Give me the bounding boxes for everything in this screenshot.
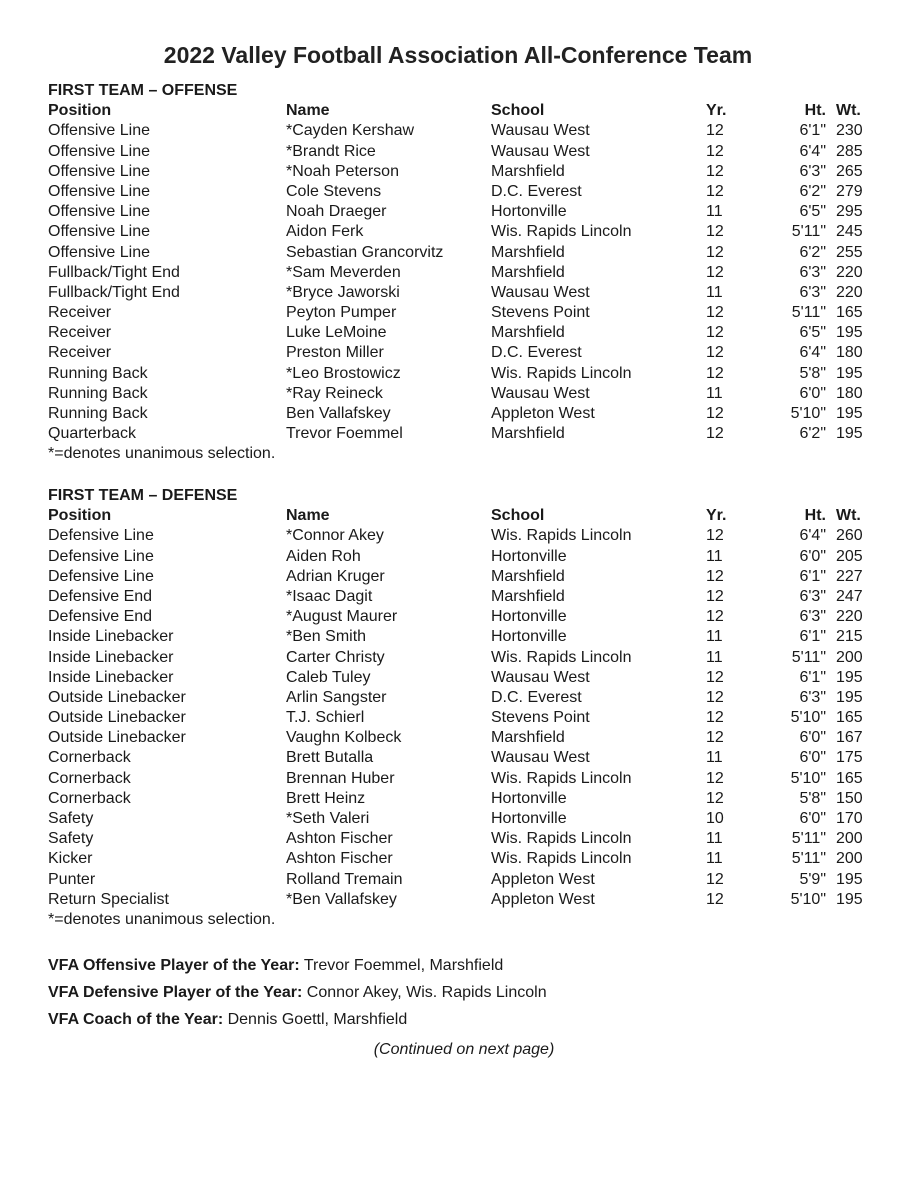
defense-section [48, 486, 878, 930]
table-row [48, 829, 878, 849]
cell-school: Wausau West [491, 668, 590, 686]
cell-name: Arlin Sangster [286, 688, 387, 706]
col-school-header: School [491, 102, 545, 120]
table-row [48, 587, 878, 607]
table-row [48, 668, 878, 688]
cell-name: Vaughn Kolbeck [286, 729, 402, 747]
col-school-header: School [491, 507, 545, 525]
col-position-header: Position [48, 102, 112, 120]
cell-yr: 12 [706, 324, 724, 342]
cell-wt: 285 [836, 142, 863, 160]
cell-position: Punter [48, 870, 96, 888]
offense-heading: FIRST TEAM – OFFENSE [48, 82, 238, 99]
cell-name: Adrian Kruger [286, 567, 385, 585]
table-row [48, 748, 878, 768]
cell-ht: 6'4" [799, 527, 826, 545]
cell-name: Brennan Huber [286, 769, 395, 787]
cell-position: Running Back [48, 405, 148, 422]
cell-wt: 150 [836, 789, 863, 807]
cell-school: Hortonville [491, 789, 567, 807]
cell-yr: 12 [706, 182, 724, 200]
col-position-header: Position [48, 507, 112, 525]
cell-position: Offensive Line [48, 162, 150, 180]
cell-yr: 12 [706, 567, 724, 585]
cell-position: Receiver [48, 324, 112, 342]
cell-school: Marshfield [491, 729, 565, 747]
cell-ht: 6'1" [799, 628, 826, 646]
cell-ht: 5'10" [790, 405, 826, 422]
table-row [48, 283, 878, 303]
cell-yr: 12 [706, 142, 724, 160]
cell-position: Safety [48, 810, 94, 827]
cell-wt: 279 [836, 182, 863, 200]
cell-name: *Sam Meverden [286, 263, 401, 281]
cell-yr: 12 [706, 405, 724, 422]
cell-name: *Isaac Dagit [286, 587, 373, 605]
table-row [48, 384, 878, 404]
table-row [48, 364, 878, 384]
cell-ht: 5'9" [799, 870, 826, 888]
table-row [48, 404, 878, 424]
cell-school: Wis. Rapids Lincoln [491, 527, 632, 545]
award-label: VFA Offensive Player of the Year: [48, 957, 300, 974]
cell-ht: 5'10" [790, 890, 826, 908]
offense-column-headers [48, 101, 878, 121]
cell-position: Defensive End [48, 608, 153, 626]
cell-position: Offensive Line [48, 142, 150, 160]
cell-ht: 5'11" [791, 830, 826, 848]
cell-yr: 12 [706, 870, 724, 888]
table-row [48, 809, 878, 829]
cell-wt: 215 [836, 628, 863, 646]
cell-ht: 5'10" [790, 709, 826, 727]
cell-ht: 5'10" [790, 769, 826, 787]
cell-position: Outside Linebacker [48, 729, 186, 747]
cell-ht: 6'3" [799, 283, 826, 301]
cell-position: Offensive Line [48, 122, 150, 140]
cell-school: Wis. Rapids Lincoln [491, 223, 632, 241]
cell-name: *Seth Valeri [286, 810, 370, 827]
cell-name: Aiden Roh [286, 547, 361, 565]
cell-wt: 265 [836, 162, 863, 180]
continued-note: (Continued on next page) [373, 1041, 555, 1058]
cell-ht: 6'5" [799, 203, 826, 221]
cell-position: Running Back [48, 384, 148, 402]
cell-wt: 165 [836, 769, 863, 787]
cell-name: Luke LeMoine [286, 324, 387, 342]
cell-school: Hortonville [491, 547, 567, 565]
cell-ht: 5'11" [791, 850, 826, 868]
award-label: VFA Defensive Player of the Year: [48, 984, 303, 1001]
table-row [48, 162, 878, 182]
cell-position: Offensive Line [48, 203, 150, 221]
cell-name: Preston Miller [286, 344, 384, 362]
cell-ht: 6'0" [799, 810, 826, 827]
cell-yr: 12 [706, 709, 724, 727]
cell-yr: 12 [706, 769, 724, 787]
cell-yr: 11 [706, 628, 723, 646]
cell-school: Stevens Point [491, 304, 590, 322]
cell-position: Quarterback [48, 425, 137, 443]
table-row [48, 648, 878, 668]
cell-name: *Ben Smith [286, 628, 367, 646]
cell-position: Defensive Line [48, 547, 154, 565]
cell-school: D.C. Everest [491, 688, 582, 706]
defense-column-headers [48, 506, 878, 526]
cell-name: *Brandt Rice [286, 142, 376, 160]
cell-wt: 295 [836, 203, 863, 221]
col-ht-header: Ht. [804, 102, 826, 120]
cell-school: Wis. Rapids Lincoln [491, 850, 632, 868]
cell-wt: 195 [836, 890, 863, 908]
cell-yr: 12 [706, 729, 724, 747]
cell-name: *Connor Akey [286, 527, 384, 545]
cell-yr: 11 [706, 547, 723, 565]
cell-yr: 12 [706, 223, 724, 241]
cell-name: *Leo Brostowicz [286, 364, 401, 382]
cell-school: Wis. Rapids Lincoln [491, 769, 632, 787]
cell-name: *Cayden Kershaw [286, 122, 415, 140]
cell-yr: 12 [706, 122, 724, 140]
cell-school: Marshfield [491, 425, 565, 443]
table-row [48, 142, 878, 162]
cell-school: Hortonville [491, 608, 567, 626]
cell-name: Rolland Tremain [286, 870, 403, 888]
cell-ht: 6'0" [799, 547, 826, 565]
table-row [48, 607, 878, 627]
cell-name: *Noah Peterson [286, 162, 399, 180]
cell-position: Receiver [48, 344, 112, 362]
cell-yr: 12 [706, 425, 724, 443]
cell-ht: 6'4" [799, 142, 826, 160]
cell-ht: 6'2" [799, 243, 826, 261]
cell-school: Marshfield [491, 243, 565, 261]
cell-name: Ashton Fischer [286, 850, 393, 868]
award-value: Connor Akey, Wis. Rapids Lincoln [302, 984, 547, 1001]
cell-yr: 11 [706, 203, 723, 221]
defense-table [48, 526, 878, 910]
award-label: VFA Coach of the Year: [48, 1011, 224, 1028]
cell-wt: 170 [836, 810, 863, 827]
table-row [48, 222, 878, 242]
cell-name: Carter Christy [286, 648, 385, 666]
cell-ht: 6'3" [799, 263, 826, 281]
award-offensive-player [48, 952, 878, 979]
cell-wt: 195 [836, 668, 863, 686]
cell-yr: 12 [706, 304, 724, 322]
cell-ht: 6'2" [799, 425, 826, 443]
cell-school: Hortonville [491, 810, 567, 827]
cell-school: Marshfield [491, 324, 565, 342]
table-row [48, 547, 878, 567]
cell-yr: 12 [706, 789, 724, 807]
cell-ht: 6'2" [799, 182, 826, 200]
cell-yr: 12 [706, 668, 724, 686]
cell-yr: 12 [706, 263, 724, 281]
cell-ht: 5'11" [791, 648, 826, 666]
cell-wt: 195 [836, 405, 863, 422]
cell-position: Offensive Line [48, 182, 150, 200]
cell-yr: 11 [706, 830, 723, 848]
cell-wt: 200 [836, 648, 863, 666]
cell-name: Sebastian Grancorvitz [286, 243, 444, 261]
table-row [48, 567, 878, 587]
cell-position: Receiver [48, 304, 112, 322]
table-row [48, 243, 878, 263]
cell-yr: 12 [706, 587, 724, 605]
table-row [48, 870, 878, 890]
cell-position: Inside Linebacker [48, 648, 174, 666]
table-row [48, 728, 878, 748]
cell-position: Defensive Line [48, 527, 154, 545]
cell-school: Marshfield [491, 263, 565, 281]
cell-wt: 200 [836, 850, 863, 868]
cell-wt: 175 [836, 749, 863, 767]
cell-name: Brett Butalla [286, 749, 374, 767]
table-row [48, 343, 878, 363]
cell-ht: 5'11" [791, 304, 826, 322]
cell-wt: 260 [836, 527, 863, 545]
cell-ht: 6'1" [799, 668, 826, 686]
col-name-header: Name [286, 507, 330, 525]
cell-wt: 195 [836, 324, 863, 342]
cell-name: *Ben Vallafskey [286, 890, 397, 908]
table-row [48, 789, 878, 809]
table-row [48, 121, 878, 141]
cell-wt: 220 [836, 608, 863, 626]
award-defensive-player [48, 979, 878, 1006]
page-title: 2022 Valley Football Association All-Conference Team [163, 42, 753, 68]
cell-school: Appleton West [491, 890, 595, 908]
cell-ht: 6'3" [799, 587, 826, 605]
cell-ht: 6'3" [799, 608, 826, 626]
col-yr-header: Yr. [706, 507, 727, 525]
table-row [48, 424, 878, 444]
cell-position: Defensive Line [48, 567, 154, 585]
defense-heading: FIRST TEAM – DEFENSE [48, 487, 238, 504]
cell-school: Appleton West [491, 405, 595, 422]
col-yr-header: Yr. [706, 102, 727, 120]
table-row [48, 526, 878, 546]
cell-wt: 180 [836, 384, 863, 402]
cell-yr: 12 [706, 344, 724, 362]
cell-ht: 5'8" [799, 789, 826, 807]
cell-name: Aidon Ferk [286, 223, 364, 241]
cell-ht: 6'0" [799, 384, 826, 402]
col-wt-header: Wt. [836, 507, 861, 525]
cell-position: Outside Linebacker [48, 709, 186, 727]
cell-position: Offensive Line [48, 243, 150, 261]
cell-school: Wis. Rapids Lincoln [491, 830, 632, 848]
cell-yr: 12 [706, 527, 724, 545]
cell-school: Stevens Point [491, 709, 590, 727]
cell-ht: 5'8" [799, 364, 826, 382]
cell-wt: 245 [836, 223, 863, 241]
table-row [48, 202, 878, 222]
col-ht-header: Ht. [804, 507, 826, 525]
cell-position: Defensive End [48, 587, 153, 605]
table-row [48, 688, 878, 708]
cell-position: Running Back [48, 364, 148, 382]
offense-table [48, 121, 878, 444]
cell-school: Wausau West [491, 283, 590, 301]
table-row [48, 263, 878, 283]
col-name-header: Name [286, 102, 330, 120]
cell-position: Offensive Line [48, 223, 150, 241]
cell-ht: 6'1" [799, 567, 826, 585]
cell-position: Kicker [48, 850, 93, 868]
cell-school: D.C. Everest [491, 182, 582, 200]
cell-yr: 12 [706, 162, 724, 180]
cell-name: *Ray Reineck [286, 384, 383, 402]
cell-yr: 12 [706, 243, 724, 261]
table-row [48, 890, 878, 910]
cell-yr: 10 [706, 810, 724, 827]
cell-school: Appleton West [491, 870, 595, 888]
cell-ht: 6'3" [799, 688, 826, 706]
cell-yr: 11 [706, 749, 723, 767]
cell-position: Fullback/Tight End [48, 263, 180, 281]
cell-name: Brett Heinz [286, 789, 366, 807]
cell-wt: 227 [836, 567, 863, 585]
cell-wt: 205 [836, 547, 863, 565]
cell-wt: 180 [836, 344, 863, 362]
cell-school: Wausau West [491, 749, 590, 767]
cell-wt: 167 [836, 729, 863, 747]
cell-name: T.J. Schierl [286, 709, 365, 727]
cell-ht: 6'0" [799, 749, 826, 767]
cell-yr: 11 [706, 648, 723, 666]
cell-school: Wis. Rapids Lincoln [491, 364, 632, 382]
cell-name: Peyton Pumper [286, 304, 397, 322]
cell-yr: 11 [706, 850, 723, 868]
cell-wt: 200 [836, 830, 863, 848]
cell-wt: 220 [836, 263, 863, 281]
table-row [48, 303, 878, 323]
cell-school: Marshfield [491, 567, 565, 585]
cell-school: Hortonville [491, 628, 567, 646]
cell-school: Wausau West [491, 384, 590, 402]
cell-ht: 5'11" [791, 223, 826, 241]
table-row [48, 708, 878, 728]
cell-position: Inside Linebacker [48, 668, 174, 686]
cell-school: Wausau West [491, 142, 590, 160]
cell-wt: 195 [836, 688, 863, 706]
cell-ht: 6'4" [799, 344, 826, 362]
cell-name: Cole Stevens [286, 182, 382, 200]
award-value: Trevor Foemmel, Marshfield [299, 957, 504, 974]
cell-yr: 12 [706, 364, 724, 382]
cell-name: *Bryce Jaworski [286, 283, 400, 301]
cell-name: Caleb Tuley [286, 668, 371, 686]
cell-position: Return Specialist [48, 890, 169, 908]
cell-position: Inside Linebacker [48, 628, 174, 646]
cell-wt: 247 [836, 587, 863, 605]
award-coach [48, 1006, 878, 1033]
cell-yr: 12 [706, 890, 724, 908]
cell-name: *August Maurer [286, 608, 398, 626]
cell-wt: 255 [836, 243, 863, 261]
cell-wt: 195 [836, 364, 863, 382]
cell-wt: 230 [836, 122, 863, 140]
cell-ht: 6'0" [799, 729, 826, 747]
cell-school: Wis. Rapids Lincoln [491, 648, 632, 666]
col-wt-header: Wt. [836, 102, 861, 120]
cell-position: Cornerback [48, 789, 131, 807]
cell-name: Noah Draeger [286, 203, 387, 221]
table-row [48, 627, 878, 647]
cell-wt: 220 [836, 283, 863, 301]
table-row [48, 769, 878, 789]
cell-name: Ben Vallafskey [286, 405, 391, 422]
cell-yr: 12 [706, 688, 724, 706]
cell-ht: 6'1" [799, 122, 826, 140]
cell-wt: 195 [836, 425, 863, 443]
cell-wt: 165 [836, 304, 863, 322]
cell-position: Safety [48, 830, 94, 848]
cell-position: Fullback/Tight End [48, 283, 180, 301]
cell-ht: 6'5" [799, 324, 826, 342]
table-row [48, 323, 878, 343]
cell-school: Marshfield [491, 587, 565, 605]
awards-list [48, 952, 878, 1033]
cell-school: D.C. Everest [491, 344, 582, 362]
cell-position: Cornerback [48, 769, 131, 787]
cell-name: Ashton Fischer [286, 830, 393, 848]
cell-school: Hortonville [491, 203, 567, 221]
cell-wt: 195 [836, 870, 863, 888]
cell-wt: 165 [836, 709, 863, 727]
award-value: Dennis Goettl, Marshfield [223, 1011, 408, 1028]
cell-position: Cornerback [48, 749, 131, 767]
table-row [48, 849, 878, 869]
cell-yr: 11 [706, 283, 723, 301]
cell-name: Trevor Foemmel [286, 425, 403, 443]
defense-footnote: *=denotes unanimous selection. [48, 910, 276, 928]
offense-section [48, 81, 878, 465]
cell-yr: 11 [706, 384, 723, 402]
cell-yr: 12 [706, 608, 724, 626]
cell-school: Marshfield [491, 162, 565, 180]
table-row [48, 182, 878, 202]
cell-school: Wausau West [491, 122, 590, 140]
cell-position: Outside Linebacker [48, 688, 186, 706]
offense-footnote: *=denotes unanimous selection. [48, 445, 276, 463]
cell-ht: 6'3" [799, 162, 826, 180]
